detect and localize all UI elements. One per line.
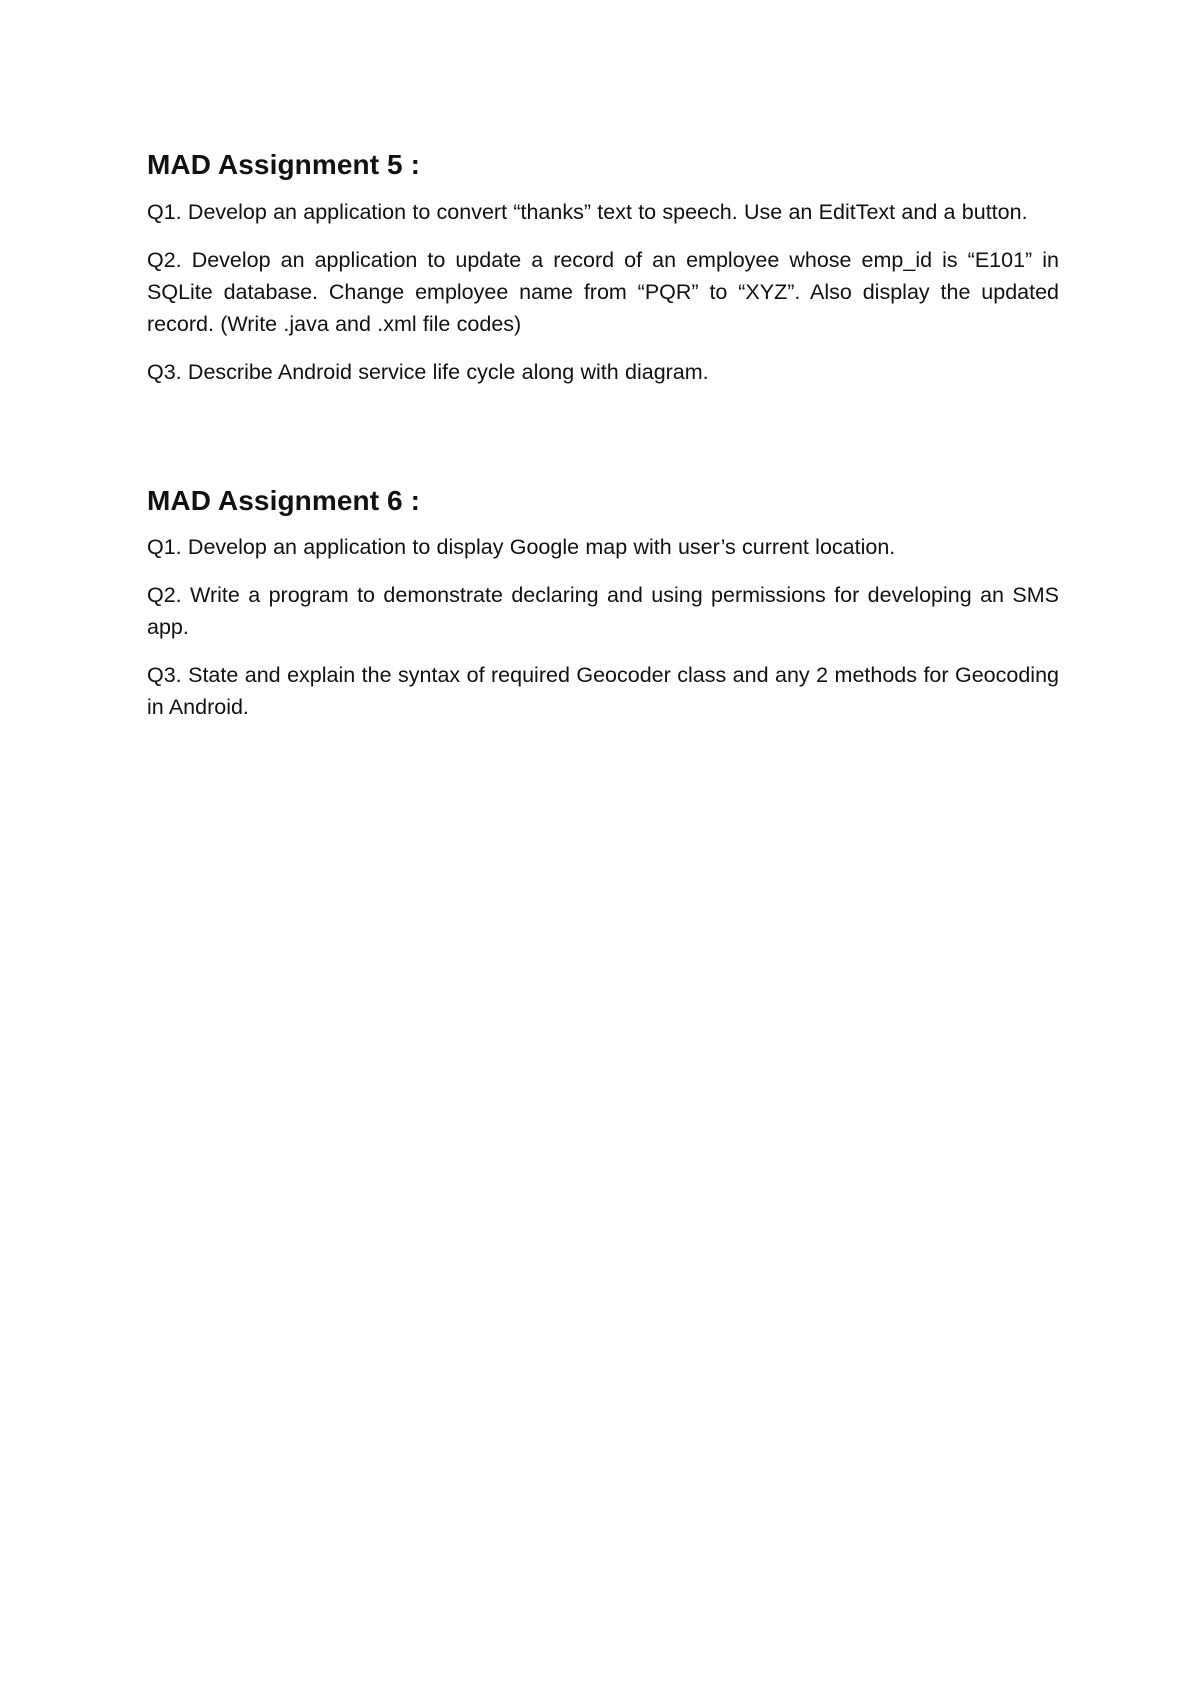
assignment-6-question-1: Q1. Develop an application to display Google map with user’s current location. <box>147 535 896 560</box>
assignment-5-question-3: Q3. Describe Android service life cycle along with diagram. <box>147 359 709 384</box>
assignment-5-question-2: Q2. Develop an application to update a record of an employee whose emp_id is “E101” in SQLite database. Change employee name from “PQR” to “XYZ”. Also display the updated record. (Write .java and .xml file codes) <box>147 247 1059 336</box>
assignment-6-heading: MAD Assignment 6 : <box>147 484 421 516</box>
assignment-6-question-3: Q3. State and explain the syntax of required Geocoder class and any 2 methods for Geocoding in Android. <box>147 663 1059 720</box>
assignment-5-heading: MAD Assignment 5 : <box>147 149 421 180</box>
assignment-5-section <box>147 148 1059 388</box>
assignment-6-question-2: Q2. Write a program to demonstrate declaring and using permissions for developing an SMS app. <box>147 583 1059 640</box>
assignment-6-section <box>147 484 1059 724</box>
document-page <box>147 148 1059 723</box>
assignment-5-question-1: Q1. Develop an application to convert “thanks” text to speech. Use an EditText and a button. <box>147 199 1028 224</box>
